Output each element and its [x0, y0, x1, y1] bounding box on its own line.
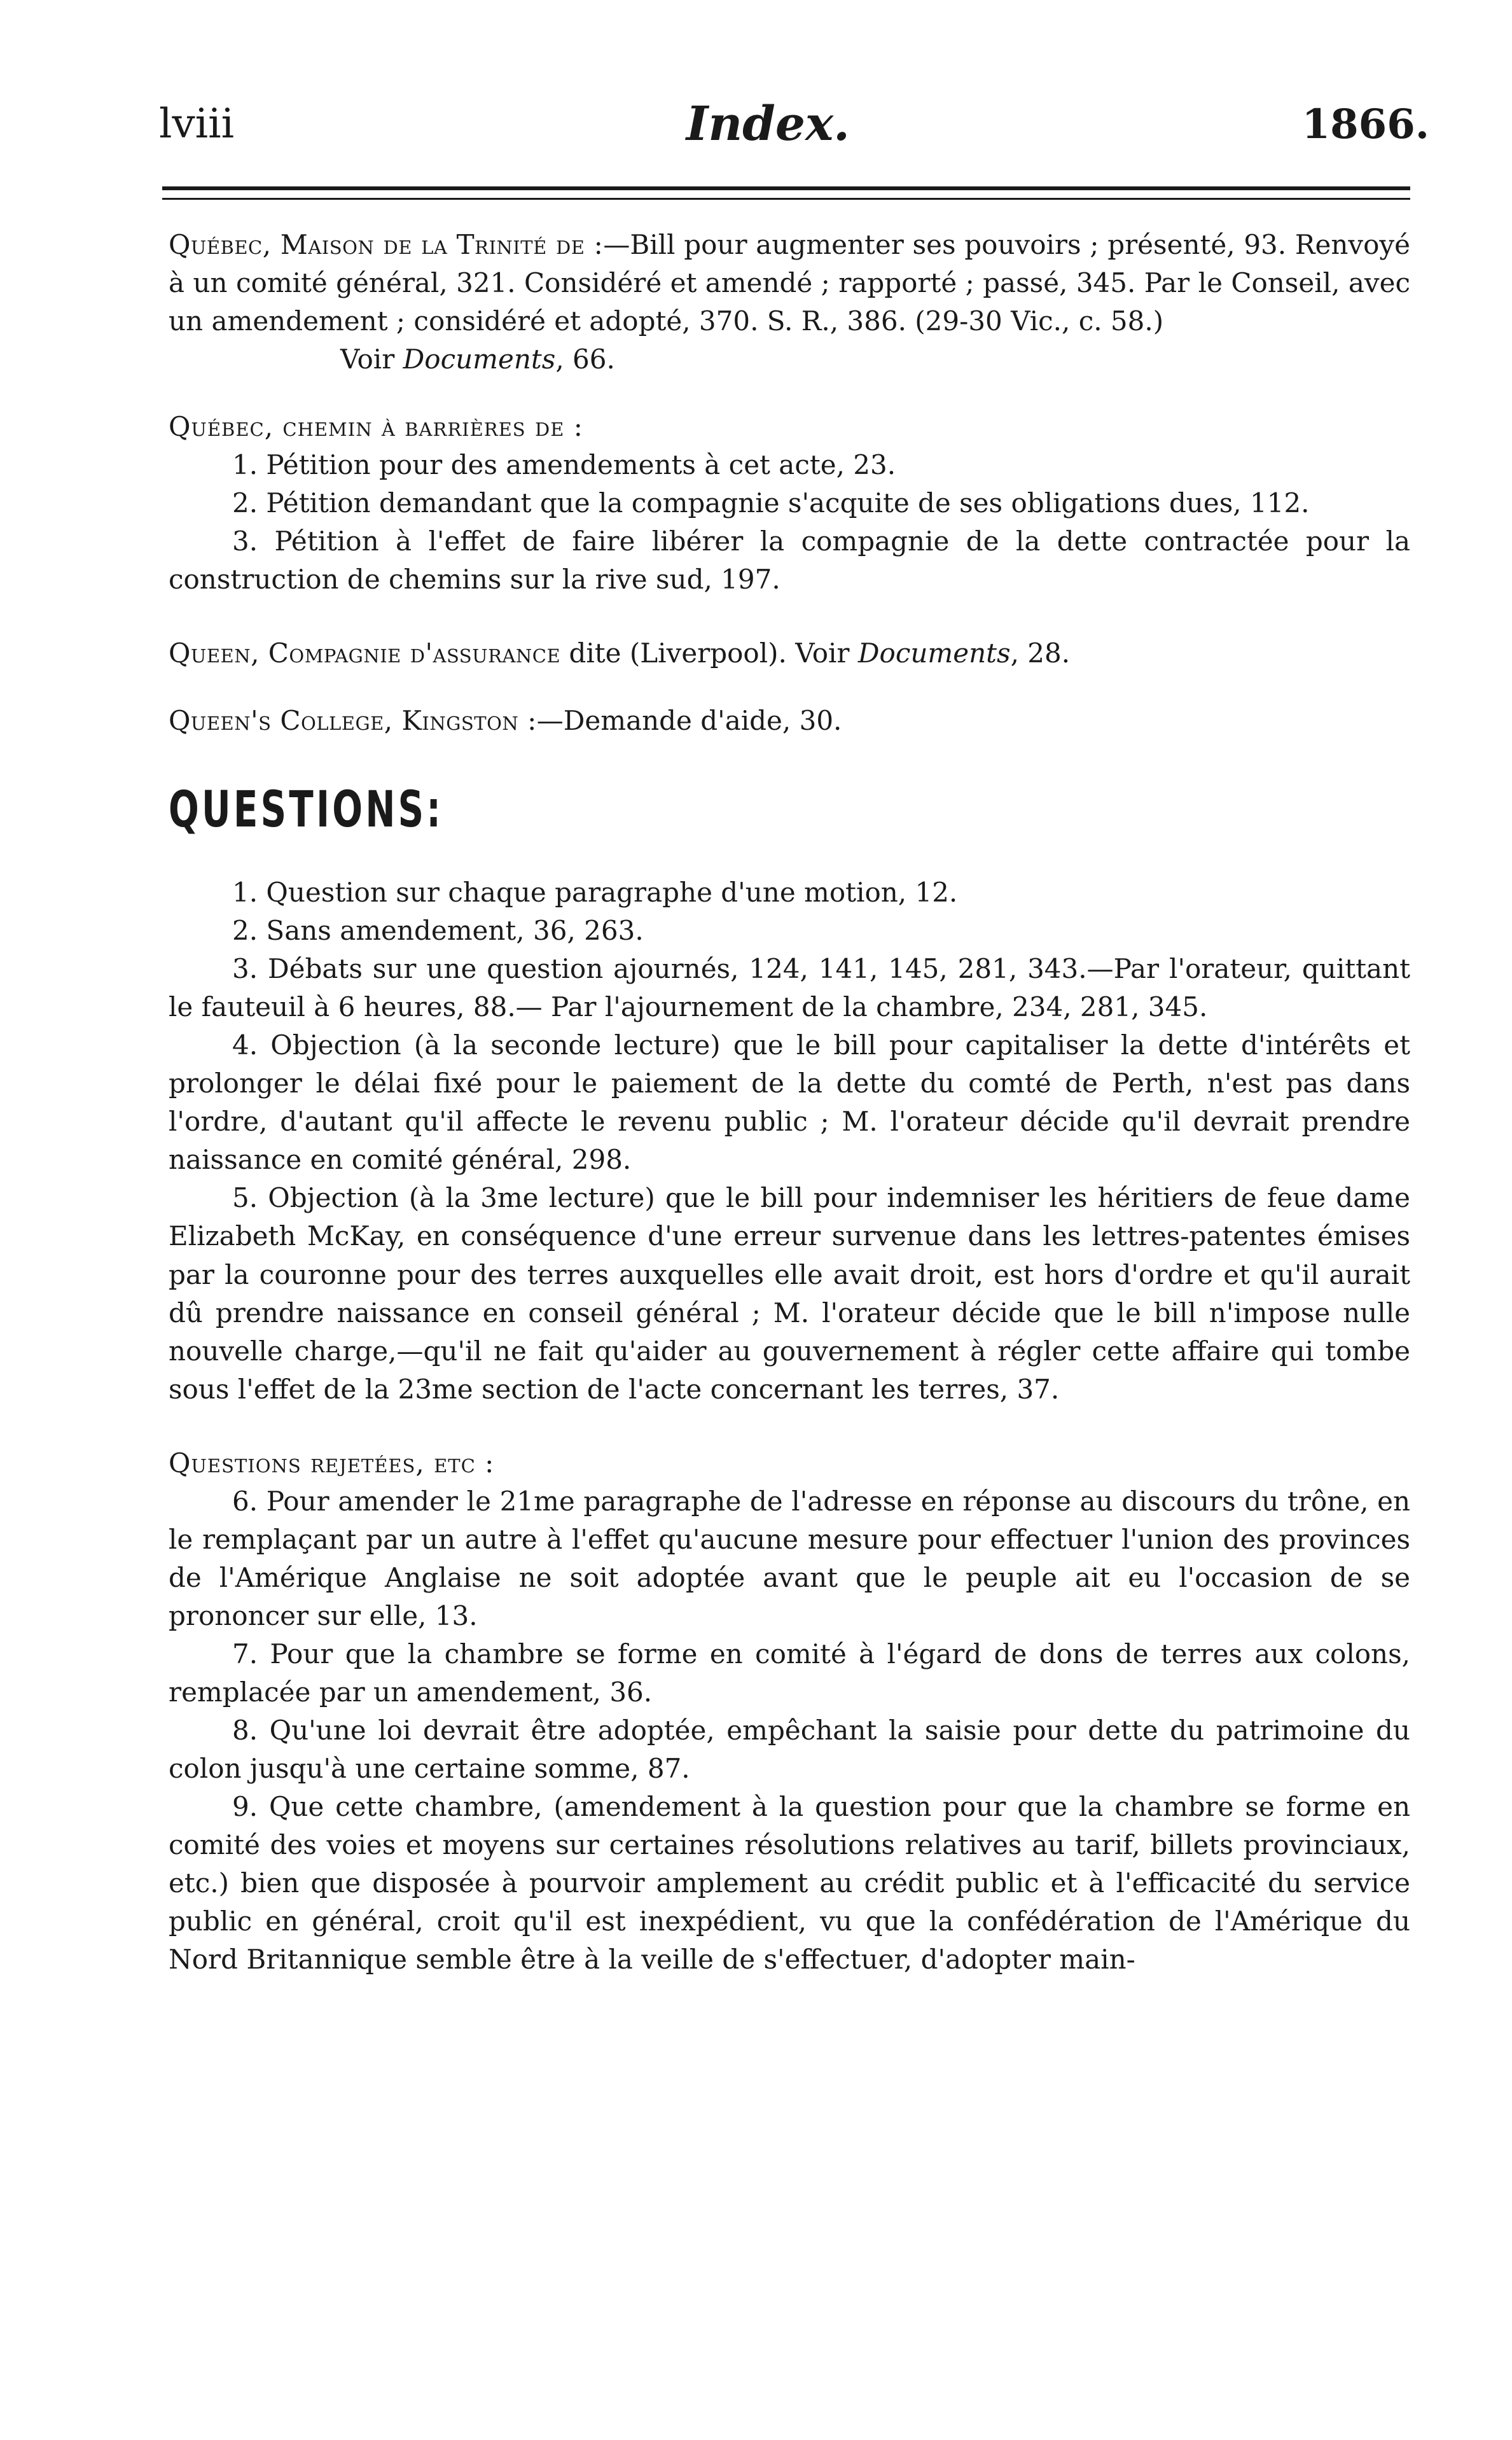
- entry-text: —Demande d'aide, 30.: [536, 705, 842, 737]
- entry-head: Queen's College, Kingston :: [169, 705, 537, 737]
- entry-quebec-trinite: [169, 226, 1410, 340]
- header-rule-thin: [162, 198, 1410, 200]
- page-number: lviii: [159, 101, 235, 148]
- list-item: 3. Débats sur une question ajournés, 124, 141, 145, 281, 343.—Par l'orateur, quittant le fauteuil à 6 heures, 88.— Par l'ajournement de la chambre, 234, 281, 345.: [169, 953, 1410, 1023]
- entry-text: dite (Liverpool). Voir: [560, 638, 858, 669]
- list-item: 2. Pétition demandant que la compagnie s'acquite de ses obligations dues, 112.: [232, 487, 1310, 519]
- header-year: 1866.: [1301, 100, 1429, 148]
- running-header: [159, 89, 1429, 159]
- list-item: 9. Que cette chambre, (amendement à la question pour que la chambre se forme en comité des voies et moyens sur certaines résolutions relatives au tarif, billets provinciaux, etc.) bien que disposée à pourvoir amplement au crédit public et à l'efficacité du service public en général, croit qu'il est inexpédient, vu que la confédération de l'Amérique du Nord Britannique semble être à la veille de s'effectuer, d'adopter main-: [169, 1791, 1410, 1976]
- list-item: 5. Objection (à la 3me lecture) que le bill pour indemniser les héritiers de feue dame Elizabeth McKay, en conséquence d'une erreur survenue dans les lettres-patentes émises par la couronne pour des terres auxquelles elle avait droit, est hors d'ordre et qu'il aurait dû prendre naissance en conseil général ; M. l'orateur décide que le bill n'impose nulle nouvelle charge,—qu'il ne fait qu'aider au gouvernement à régler cette affaire qui tombe sous l'effet de la 23me section de l'acte concernant les terres, 37.: [169, 1182, 1410, 1405]
- voir-documents: Documents: [403, 344, 556, 375]
- entry-head: Queen, Compagnie d'assurance: [169, 638, 561, 669]
- voir-prefix: Voir: [340, 344, 403, 375]
- header-rule-thick: [162, 186, 1410, 190]
- list-item: 3. Pétition à l'effet de faire libérer la compagnie de la dette contractée pour la construction de chemins sur la rive sud, 197.: [169, 526, 1410, 596]
- list-item: 1. Question sur chaque paragraphe d'une motion, 12.: [232, 877, 958, 909]
- entry-documents: Documents: [857, 638, 1011, 669]
- section-heading-questions: QUESTIONS:: [169, 781, 444, 839]
- list-item: 8. Qu'une loi devrait être adoptée, empêchant la saisie pour dette du patrimoine du colon jusqu'à une certaine somme, 87.: [169, 1715, 1410, 1785]
- list-item: 4. Objection (à la seconde lecture) que le bill pour capitaliser la dette d'intérêts et prolonger le délai fixé pour le paiement de la dette du comté de Perth, n'est pas dans l'ordre, d'autant qu'il affecte le revenu public ; M. l'orateur décide qu'il devrait prendre naissance en comité général, 298.: [169, 1029, 1410, 1176]
- entry-queens-college: [169, 702, 1410, 740]
- entry-text: —Bill pour augmenter ses pouvoirs ; présenté, 93. Renvoyé à un comité général, 321. Considéré et amendé ; rapporté ; passé, 345. Par le Conseil, avec un amendement ; considéré et adopté, 370. S. R., 386. (29-30 Vic., c. 58.): [169, 229, 1410, 337]
- entry-head: Québec, Maison de la Trinité de :: [169, 229, 604, 260]
- list-item: 6. Pour amender le 21me paragraphe de l'adresse en réponse au discours du trône, en le remplaçant par un autre à l'effet qu'aucune mesure pour effectuer l'union des provinces de l'Amérique Anglaise ne soit adoptée avant que le peuple ait eu l'occasion de se prononcer sur elle, 13.: [169, 1485, 1410, 1631]
- list-item: 1. Pétition pour des amendements à cet acte, 23.: [232, 449, 896, 481]
- voir-suffix: , 66.: [555, 344, 615, 375]
- page-title: Index.: [686, 97, 850, 151]
- entry-suffix: , 28.: [1010, 638, 1071, 669]
- entry-quebec-chemin: Québec, chemin à barrières de :: [169, 411, 583, 443]
- entry-queen-assurance: [169, 634, 1410, 673]
- section-heading-rejetees: Questions rejetées, etc :: [169, 1447, 495, 1479]
- index-content: [169, 226, 1410, 1979]
- list-item: 7. Pour que la chambre se forme en comité à l'égard de dons de terres aux colons, remplacée par un amendement, 36.: [169, 1638, 1410, 1708]
- list-item: 2. Sans amendement, 36, 263.: [232, 915, 644, 947]
- entry-voir: [169, 340, 1410, 379]
